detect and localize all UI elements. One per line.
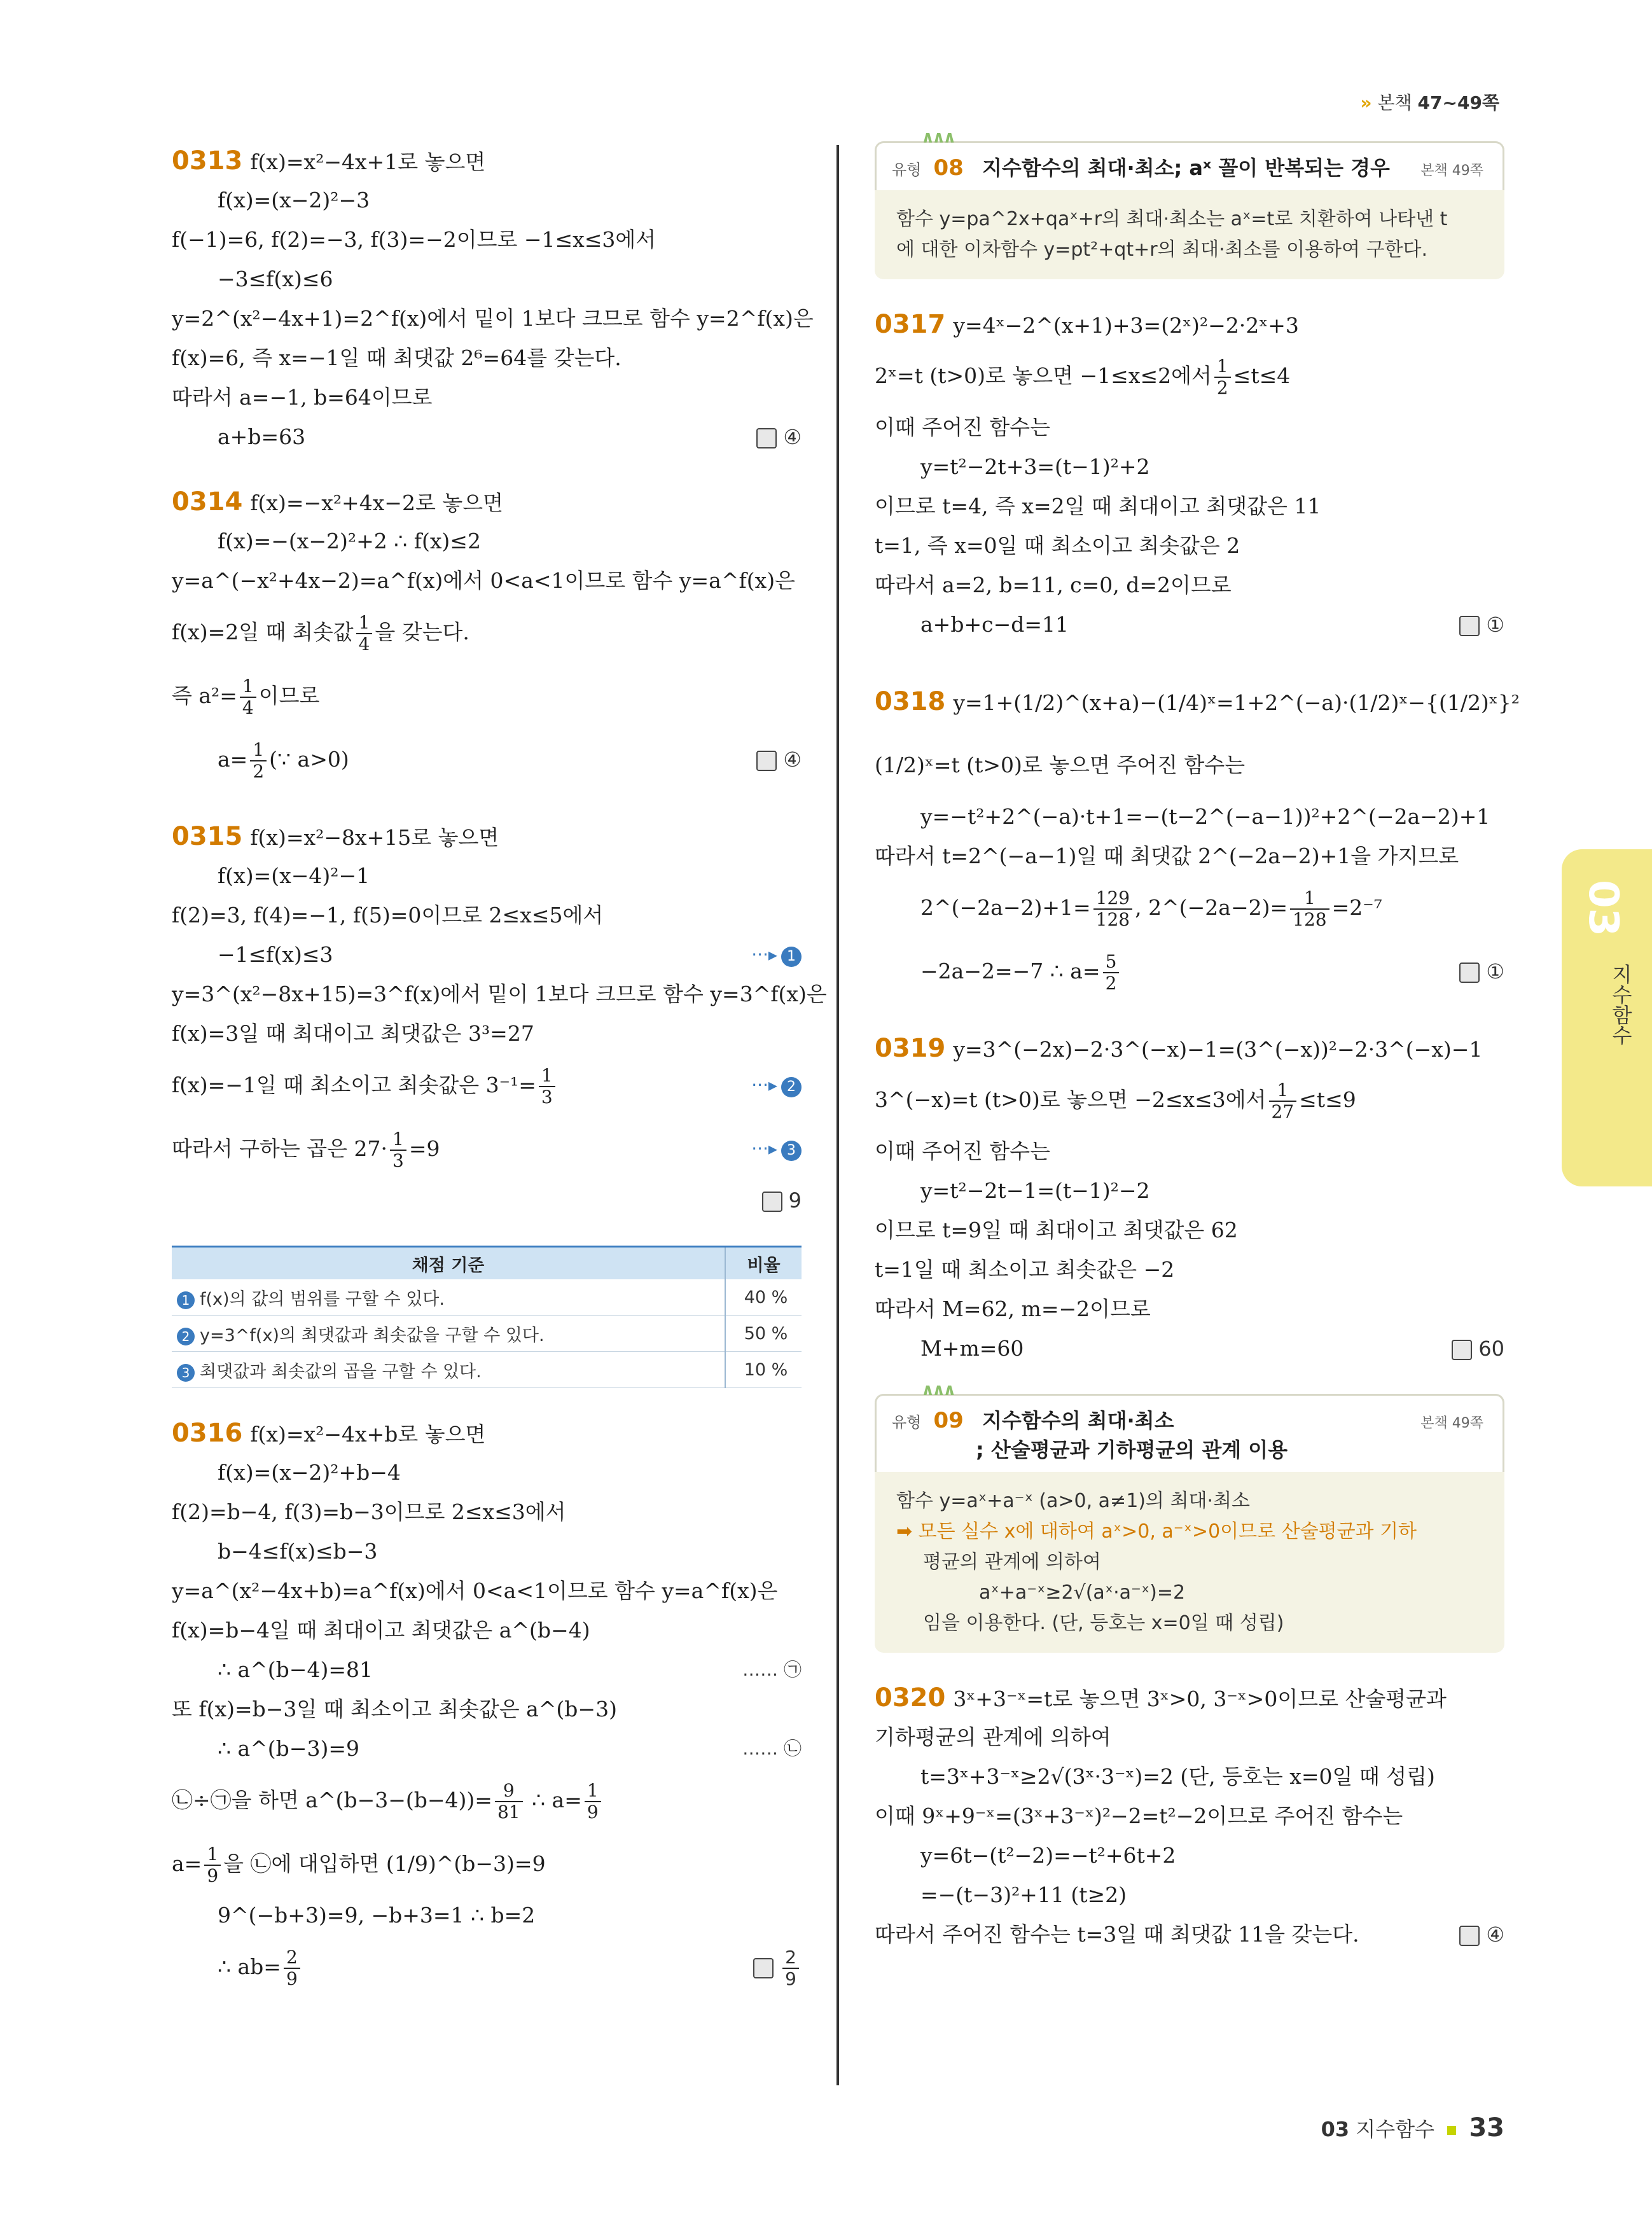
grading-criterion — [172, 1279, 725, 1316]
fraction — [1103, 952, 1120, 994]
answer-box-icon — [753, 1958, 774, 1978]
solution-line — [172, 561, 802, 601]
solution-line — [172, 1453, 802, 1492]
math-text: 을 ㉡에 대입하면 (1/9)^(b−3)=9 — [223, 1851, 546, 1876]
solution-line — [875, 1132, 1504, 1171]
solution-line — [172, 856, 802, 896]
math-text: a= — [218, 747, 248, 772]
fraction-numerator: 2 — [782, 1947, 799, 1969]
solution-line — [172, 417, 802, 457]
solution-line — [875, 1211, 1504, 1250]
solution-line — [172, 817, 802, 856]
answer — [1459, 940, 1504, 1003]
type-body-line: 임을 이용한다. (단, 등호는 x=0일 때 성립) — [923, 1612, 1284, 1634]
reference-label: 본책 — [1377, 92, 1412, 113]
math-text: b−4≤f(x)≤b−3 — [218, 1539, 378, 1564]
math-text: (1/2)ˣ=t (t>0)로 놓으면 주어진 함수는 — [875, 753, 1246, 777]
solution-line — [875, 605, 1504, 644]
step-number: 3 — [177, 1364, 195, 1382]
double-chevron-icon: » — [1360, 92, 1372, 113]
fraction-denominator: 3 — [541, 1087, 553, 1108]
fraction-numerator: 1 — [240, 676, 256, 698]
math-text: 이때 주어진 함수는 — [875, 1139, 1051, 1164]
fraction-denominator: 2 — [1216, 377, 1228, 398]
left-column — [172, 141, 827, 1999]
wave-icon: ∧∧∧ — [921, 1380, 954, 1400]
fraction-numerator: 2 — [284, 1947, 300, 1969]
solution-line — [172, 220, 802, 260]
math-text: f(x)=−(x−2)²+2 ∴ f(x)≤2 — [218, 529, 481, 553]
reference-range: 47~49쪽 — [1417, 92, 1499, 113]
math-text: −3≤f(x)≤6 — [218, 267, 333, 291]
step-number: 1 — [781, 947, 802, 967]
footer-chapter-number: 03 — [1321, 2117, 1350, 2141]
type-body-line: 함수 y=pa^2x+qaˣ+r의 최대·최소는 aˣ=t로 치환하여 나타낸 t — [896, 208, 1448, 230]
fraction-numerator: 1 — [585, 1781, 601, 1802]
math-text: 2ˣ=t (t>0)로 놓으면 −1≤x≤2에서 — [875, 363, 1212, 388]
problem-number: 0314 — [172, 487, 243, 517]
answer — [1452, 1329, 1504, 1368]
solution-line — [172, 975, 827, 1014]
fraction-numerator: 129 — [1093, 888, 1132, 910]
solution-line — [875, 1678, 1504, 1718]
solution-line — [172, 1769, 802, 1832]
math-text: y=a^(x²−4x+b)=a^f(x)에서 0<a<1이므로 함수 y=a^f(x)은 — [172, 1578, 778, 1603]
math-text: f(x)=2일 때 최솟값 — [172, 620, 354, 644]
fraction — [284, 1947, 300, 1989]
fraction-numerator: 9 — [495, 1781, 523, 1802]
grading-criterion — [172, 1352, 725, 1388]
solution-line — [875, 1797, 1504, 1836]
answer-value: ① — [1486, 959, 1504, 983]
answer-box-icon — [1459, 1926, 1480, 1946]
grading-ratio: 50 % — [725, 1316, 802, 1352]
type-title-2: ; 산술평균과 기하평균의 관계 이용 — [976, 1438, 1288, 1462]
solution-line — [875, 487, 1504, 526]
math-text: y=2^(x²−4x+1)=2^f(x)에서 밑이 1보다 크므로 함수 y=2^f(x)은 — [172, 306, 814, 331]
grading-ratio: 40 % — [725, 1279, 802, 1316]
grading-table — [172, 1246, 802, 1388]
fraction — [1093, 888, 1132, 930]
math-text: 을 갖는다. — [375, 620, 469, 644]
math-text: f(x)=b−4일 때 최대이고 최댓값은 a^(b−4) — [172, 1618, 590, 1643]
answer — [756, 417, 802, 457]
math-text: y=t²−2t−1=(t−1)²−2 — [920, 1178, 1150, 1203]
problem-number: 0313 — [172, 146, 243, 176]
type-title: 지수함수의 최대·최소; aˣ 꼴이 반복되는 경우 — [982, 156, 1390, 180]
fraction-denominator: 128 — [1293, 909, 1327, 930]
solution-line — [875, 447, 1504, 487]
solution-line — [172, 1650, 802, 1690]
answer — [753, 1935, 802, 1999]
fraction-numerator: 1 — [1214, 356, 1231, 378]
solution-line — [172, 1571, 802, 1611]
solution-line — [172, 1181, 802, 1220]
math-text: y=3^(−2x)−2·3^(−x)−1=(3^(−x))²−2·3^(−x)−1 — [953, 1037, 1483, 1062]
footer-chapter-name: 지수함수 — [1356, 2117, 1434, 2141]
math-text: a+b=63 — [218, 424, 306, 449]
math-text: 즉 a²= — [172, 683, 237, 708]
fraction — [250, 740, 267, 782]
solution-line — [875, 408, 1504, 447]
step-number: 2 — [781, 1077, 802, 1097]
type-09-box — [875, 1380, 1504, 1653]
solution-line — [172, 728, 802, 791]
math-text: f(x)=x²−8x+15로 놓으면 — [250, 825, 499, 850]
math-text: 따라서 a=−1, b=64이므로 — [172, 385, 433, 410]
math-text: y=1+(1/2)^(x+a)−(1/4)ˣ=1+2^(−a)·(1/2)ˣ−{(1/2)ˣ}² — [953, 690, 1520, 715]
solution-line — [875, 1171, 1504, 1211]
math-text: ㉡÷㉠을 하면 a^(b−3−(b−4))= — [172, 1788, 492, 1812]
solution-line — [875, 1029, 1504, 1068]
solution-line — [172, 1414, 802, 1453]
math-text: ∴ a^(b−3)=9 — [218, 1736, 359, 1761]
criterion-text: y=3^f(x)의 최댓값과 최솟값을 구할 수 있다. — [200, 1325, 545, 1345]
type-reference: 본책 49쪽 — [1420, 1415, 1483, 1431]
type-08-header — [875, 128, 1504, 190]
math-text: 따라서 a=2, b=11, c=0, d=2이므로 — [875, 573, 1232, 597]
math-text: y=4ˣ−2^(x+1)+3=(2ˣ)²−2·2ˣ+3 — [953, 313, 1299, 338]
solution-line — [875, 344, 1504, 408]
chapter-side-tab — [1562, 849, 1652, 1186]
grading-row — [172, 1316, 802, 1352]
math-text: 이므로 — [258, 683, 320, 708]
solution-lines-left-2 — [172, 1414, 802, 1999]
solution-lines-left — [172, 141, 827, 1220]
footer-square-icon — [1447, 2126, 1456, 2135]
right-column — [875, 128, 1520, 1954]
fraction-denominator: 4 — [242, 697, 254, 718]
step-arrow-icon: ···▸ — [751, 1074, 777, 1095]
solution-line — [875, 670, 1520, 733]
fraction-numerator: 1 — [250, 740, 267, 761]
fraction-denominator: 27 — [1271, 1101, 1295, 1122]
solution-line — [172, 482, 802, 522]
solution-line — [875, 940, 1504, 1003]
page-reference — [1361, 89, 1499, 115]
math-text: f(x)=(x−4)²−1 — [218, 863, 370, 888]
fraction — [1214, 356, 1231, 398]
fraction — [1269, 1080, 1297, 1122]
math-text: 3^(−x)=t (t>0)로 놓으면 −2≤x≤3에서 — [875, 1087, 1267, 1112]
math-text: f(x)=−x²+4x−2로 놓으면 — [250, 490, 503, 515]
math-text: ∴ a= — [525, 1788, 582, 1812]
answer-value: ④ — [1486, 1922, 1504, 1947]
solution-line — [172, 601, 802, 664]
solution-line — [875, 1915, 1504, 1954]
answer — [762, 1181, 802, 1220]
math-text: t=1일 때 최소이고 최솟값은 −2 — [875, 1257, 1175, 1282]
type-number: 08 — [933, 155, 964, 181]
math-text: 이때 9ˣ+9⁻ˣ=(3ˣ+3⁻ˣ)²−2=t²−2이므로 주어진 함수는 — [875, 1804, 1403, 1828]
math-text: f(x)=x²−4x+b로 놓으면 — [250, 1422, 486, 1447]
side-tab-name: 지수함수 — [1609, 964, 1633, 1045]
math-text: f(x)=(x−2)²−3 — [218, 188, 370, 212]
solution-line — [172, 260, 802, 299]
math-text: t=1, 즉 x=0일 때 최소이고 최솟값은 2 — [875, 533, 1240, 558]
math-text: −1≤f(x)≤3 — [218, 942, 333, 967]
fraction — [240, 676, 256, 718]
type-body-line: aˣ+a⁻ˣ≥2√(aˣ·a⁻ˣ)=2 — [979, 1581, 1186, 1604]
math-text: 2^(−2a−2)+1= — [920, 895, 1091, 920]
math-text: 이므로 t=9일 때 최대이고 최댓값은 62 — [875, 1218, 1238, 1242]
solution-line — [172, 1729, 802, 1769]
solution-line — [875, 733, 1504, 797]
math-text: a= — [172, 1851, 202, 1876]
answer-box-icon — [1452, 1340, 1472, 1360]
fraction — [495, 1781, 523, 1823]
step-arrow-icon: ···▸ — [751, 944, 777, 965]
solution-line — [875, 1718, 1504, 1757]
type-body-line: 평균의 관계에 의하여 — [923, 1551, 1101, 1573]
solution-line — [172, 1053, 802, 1117]
fraction-numerator: 1 — [356, 613, 373, 634]
criterion-text: f(x)의 값의 범위를 구할 수 있다. — [200, 1289, 445, 1309]
solution-lines-right — [875, 305, 1520, 1368]
math-text: t=3ˣ+3⁻ˣ≥2√(3ˣ·3⁻ˣ)=2 (단, 등호는 x=0일 때 성립) — [920, 1764, 1435, 1789]
problem-number: 0318 — [875, 687, 946, 716]
grading-header-criteria: 채점 기준 — [172, 1247, 725, 1280]
math-text: 이므로 t=4, 즉 x=2일 때 최대이고 최댓값은 11 — [875, 494, 1321, 518]
solution-line — [875, 876, 1504, 940]
type-tag: 유형 — [892, 161, 922, 179]
grading-rows — [172, 1279, 802, 1388]
solution-line — [172, 181, 802, 220]
solution-line — [875, 1068, 1504, 1132]
solution-line — [875, 1250, 1504, 1289]
math-text: 따라서 t=2^(−a−1)일 때 최댓값 2^(−2a−2)+1을 가지므로 — [875, 844, 1459, 868]
fraction-numerator: 5 — [1103, 952, 1120, 973]
math-text: f(x)=3일 때 최대이고 최댓값은 3³=27 — [172, 1021, 534, 1046]
solution-line — [172, 1014, 802, 1053]
answer-value: 60 — [1478, 1337, 1504, 1361]
solution-line — [172, 141, 802, 181]
type-reference: 본책 49쪽 — [1420, 163, 1483, 179]
solution-line — [875, 566, 1504, 605]
fraction-numerator: 1 — [204, 1844, 221, 1866]
solution-line — [875, 1329, 1504, 1368]
solution-line — [172, 378, 802, 417]
side-tab-number: 03 — [1579, 880, 1627, 937]
math-text: 또 f(x)=b−3일 때 최소이고 최솟값은 a^(b−3) — [172, 1697, 617, 1721]
answer-value: ① — [1486, 613, 1504, 637]
step-number: 1 — [177, 1291, 195, 1309]
fraction-denominator: 9 — [785, 1968, 796, 1989]
equation-label: …… ㉠ — [742, 1659, 802, 1680]
grading-ratio: 10 % — [725, 1352, 802, 1388]
answer-box-icon — [1459, 616, 1480, 636]
math-text: y=a^(−x²+4x−2)=a^f(x)에서 0<a<1이므로 함수 y=a^f(x)은 — [172, 568, 795, 593]
answer-value: ④ — [783, 425, 802, 449]
type-number: 09 — [933, 1408, 964, 1433]
type-08-box — [875, 128, 1504, 279]
fraction-denominator: 128 — [1095, 909, 1130, 930]
solution-line — [172, 896, 802, 935]
answer-box-icon — [756, 428, 777, 448]
solution-line — [172, 299, 814, 338]
type-body-line: 함수 y=aˣ+a⁻ˣ (a>0, a≠1)의 최대·최소 — [896, 1490, 1250, 1512]
fraction-denominator: 81 — [497, 1802, 520, 1823]
solution-line — [875, 797, 1504, 837]
solution-line — [172, 1935, 802, 1999]
fraction-denominator: 9 — [587, 1802, 599, 1823]
type-09-body — [875, 1472, 1504, 1653]
solution-line — [875, 1289, 1504, 1329]
solution-line — [875, 526, 1504, 566]
type-08-body — [875, 190, 1504, 279]
fraction-denominator: 9 — [286, 1968, 298, 1989]
fraction — [356, 613, 373, 655]
solution-line — [172, 935, 802, 975]
math-text: 따라서 M=62, m=−2이므로 — [875, 1296, 1151, 1321]
fraction-denominator: 9 — [207, 1865, 219, 1886]
fraction — [390, 1129, 406, 1171]
math-text: f(x)=x²−4x+1로 놓으면 — [250, 149, 486, 174]
math-text: f(x)=6, 즉 x=−1일 때 최댓값 2⁶=64를 갖는다. — [172, 345, 621, 370]
problem-number: 0320 — [875, 1683, 946, 1713]
solution-line — [172, 1492, 802, 1532]
math-text: 기하평균의 관계에 의하여 — [875, 1725, 1111, 1749]
math-text: −2a−2=−7 ∴ a= — [920, 959, 1100, 983]
solution-line — [875, 305, 1504, 344]
fraction — [204, 1844, 221, 1886]
math-text: 이때 주어진 함수는 — [875, 415, 1051, 440]
type-body-line: 에 대한 이차함수 y=pt²+qt+r의 최대·최소를 이용하여 구한다. — [896, 239, 1428, 261]
math-text: y=3^(x²−8x+15)=3^f(x)에서 밑이 1보다 크므로 함수 y=3^f(x)은 — [172, 982, 827, 1006]
equation-label: …… ㉡ — [742, 1738, 802, 1759]
step-marker — [751, 1053, 802, 1117]
fraction — [782, 1947, 799, 1989]
fraction-denominator: 3 — [392, 1150, 404, 1171]
math-text: (∵ a>0) — [269, 747, 349, 772]
math-text: =2⁻⁷ — [1331, 895, 1382, 920]
math-text: 3ˣ+3⁻ˣ=t로 놓으면 3ˣ>0, 3⁻ˣ>0이므로 산술평균과 — [953, 1686, 1447, 1711]
fraction-numerator: 1 — [1269, 1080, 1297, 1102]
step-number: 3 — [781, 1141, 802, 1161]
math-text: =9 — [408, 1136, 440, 1161]
fraction-denominator: 2 — [253, 761, 265, 782]
grading-header-ratio: 비율 — [725, 1247, 802, 1280]
fraction-numerator: 1 — [1290, 888, 1329, 910]
type-body-line: ➡ 모든 실수 x에 대하여 aˣ>0, a⁻ˣ>0이므로 산술평균과 기하 — [896, 1520, 1417, 1543]
step-number: 2 — [177, 1328, 195, 1345]
wave-icon: ∧∧∧ — [921, 128, 954, 147]
math-text: M+m=60 — [920, 1336, 1024, 1361]
solution-line — [172, 1611, 802, 1650]
solution-line — [172, 1532, 802, 1571]
problem-number: 0317 — [875, 310, 946, 339]
solution-line — [172, 522, 802, 561]
answer-box-icon — [756, 751, 777, 771]
type-title: 지수함수의 최대·최소 — [982, 1408, 1174, 1433]
math-text: 9^(−b+3)=9, −b+3=1 ∴ b=2 — [218, 1903, 536, 1928]
solution-line — [875, 1757, 1504, 1797]
fraction-numerator: 1 — [390, 1129, 406, 1151]
problem-number: 0319 — [875, 1034, 946, 1063]
math-text: 따라서 구하는 곱은 27· — [172, 1136, 387, 1161]
math-text: ≤t≤9 — [1299, 1087, 1356, 1112]
math-text: y=−t²+2^(−a)·t+1=−(t−2^(−a−1))²+2^(−2a−2)+1 — [920, 804, 1490, 829]
step-marker — [751, 1117, 802, 1181]
solution-lines-right-2 — [875, 1678, 1504, 1954]
fraction — [585, 1781, 601, 1823]
solution-line — [875, 837, 1504, 876]
step-arrow-icon: ···▸ — [751, 1138, 777, 1159]
problem-number: 0316 — [172, 1419, 243, 1448]
fraction-numerator: 1 — [539, 1066, 555, 1087]
type-tag: 유형 — [892, 1414, 922, 1431]
step-marker — [751, 935, 802, 975]
page-number: 33 — [1469, 2113, 1504, 2143]
math-text: f(x)=−1일 때 최소이고 최솟값은 3⁻¹= — [172, 1073, 536, 1097]
type-09-header — [875, 1380, 1504, 1472]
answer-box-icon — [1459, 963, 1480, 983]
math-text: y=6t−(t²−2)=−t²+6t+2 — [920, 1843, 1176, 1868]
fraction-denominator: 4 — [358, 634, 370, 655]
solution-line — [875, 1836, 1504, 1875]
grading-row — [172, 1279, 802, 1316]
math-text: f(2)=b−4, f(3)=b−3이므로 2≤x≤3에서 — [172, 1499, 566, 1524]
answer-box-icon — [762, 1192, 782, 1212]
answer — [756, 728, 802, 791]
fraction — [539, 1066, 555, 1108]
criterion-text: 최댓값과 최솟값의 곱을 구할 수 있다. — [200, 1361, 482, 1382]
math-text: f(−1)=6, f(2)=−3, f(3)=−2이므로 −1≤x≤3에서 — [172, 227, 656, 252]
answer-value: ④ — [783, 747, 802, 772]
math-text: f(x)=(x−2)²+b−4 — [218, 1460, 401, 1485]
fraction-denominator: 2 — [1105, 973, 1117, 994]
solution-line — [172, 1690, 802, 1729]
math-text: ∴ ab= — [218, 1954, 281, 1979]
answer — [1459, 605, 1504, 644]
solution-line — [172, 338, 802, 378]
page-footer — [1321, 2113, 1504, 2143]
solution-line — [875, 1875, 1504, 1915]
math-text: ∴ a^(b−4)=81 — [218, 1657, 373, 1682]
math-text: f(2)=3, f(4)=−1, f(5)=0이므로 2≤x≤5에서 — [172, 903, 604, 928]
grading-row — [172, 1352, 802, 1388]
fraction — [1290, 888, 1329, 930]
solution-line — [172, 1832, 802, 1896]
answer-value: 9 — [788, 1188, 802, 1213]
grading-criterion — [172, 1316, 725, 1352]
solution-line — [172, 1117, 802, 1181]
answer — [1459, 1915, 1504, 1954]
math-text: , 2^(−2a−2)= — [1135, 895, 1288, 920]
solution-line — [172, 664, 802, 728]
math-text: y=t²−2t+3=(t−1)²+2 — [920, 454, 1150, 479]
math-text: =−(t−3)²+11 (t≥2) — [920, 1882, 1127, 1907]
solution-line — [172, 1896, 802, 1935]
problem-number: 0315 — [172, 822, 243, 851]
math-text: ≤t≤4 — [1233, 363, 1291, 388]
column-divider — [836, 145, 839, 2085]
math-text: 따라서 주어진 함수는 t=3일 때 최댓값 11을 갖는다. — [875, 1922, 1359, 1947]
math-text: a+b+c−d=11 — [920, 612, 1069, 637]
